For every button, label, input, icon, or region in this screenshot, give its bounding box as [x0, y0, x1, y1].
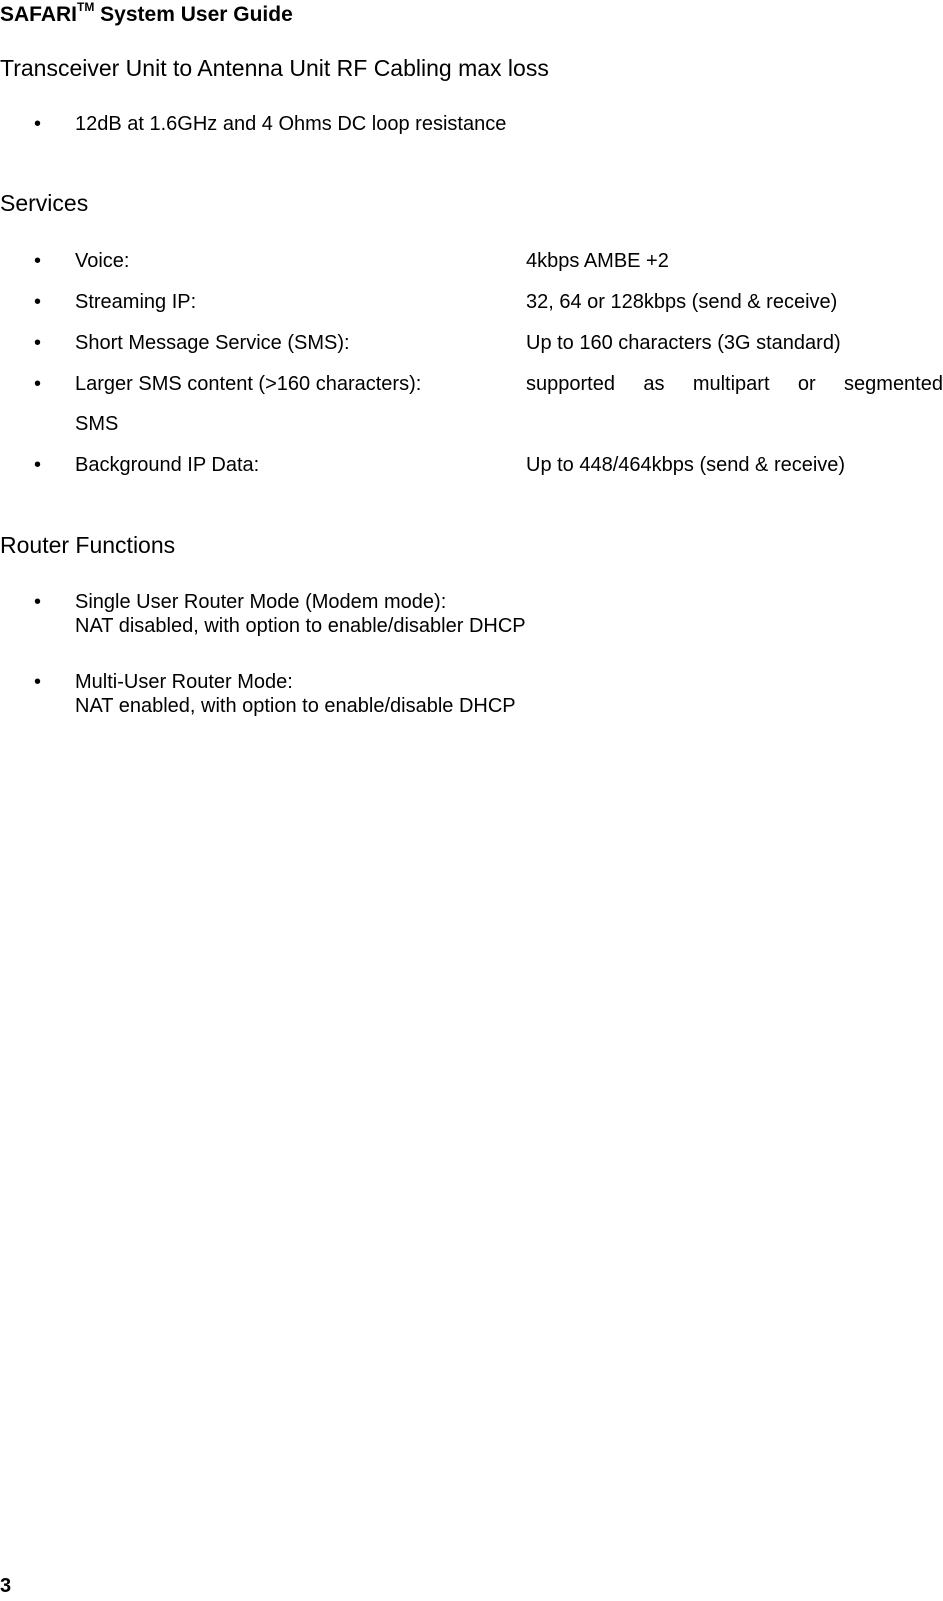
bullet-icon: • — [34, 113, 42, 135]
page-number: 3 — [0, 1575, 12, 1597]
value-word: as — [643, 373, 665, 395]
service-label-background-ip: Background IP Data: — [75, 454, 260, 476]
value-word: multipart — [692, 373, 770, 395]
router-heading: Router Functions — [0, 532, 176, 558]
cabling-heading: Transceiver Unit to Antenna Unit RF Cabling max loss — [0, 55, 549, 81]
service-label-streaming-ip: Streaming IP: — [75, 291, 197, 313]
service-label-sms: Short Message Service (SMS): — [75, 332, 350, 354]
title-brand: SAFARI — [0, 3, 78, 26]
router-item-single-user-detail: NAT disabled, with option to enable/disabler DHCP — [75, 615, 526, 637]
service-value-larger-sms-continuation: SMS — [75, 413, 119, 435]
bullet-icon: • — [34, 454, 42, 476]
cabling-item: 12dB at 1.6GHz and 4 Ohms DC loop resistance — [75, 113, 507, 135]
service-value-background-ip: Up to 448/464kbps (send & receive) — [526, 454, 846, 476]
bullet-icon: • — [34, 250, 42, 272]
service-value-larger-sms — [526, 372, 943, 396]
value-word: or — [797, 373, 816, 395]
service-label-larger-sms: Larger SMS content (>160 characters): — [75, 373, 422, 395]
service-label-voice: Voice: — [75, 250, 130, 272]
router-item-single-user-title: Single User Router Mode (Modem mode): — [75, 591, 447, 613]
service-value-sms: Up to 160 characters (3G standard) — [526, 332, 841, 354]
title-rest: System User Guide — [94, 3, 293, 26]
bullet-icon: • — [34, 332, 42, 354]
service-value-voice: 4kbps AMBE +2 — [526, 250, 669, 272]
bullet-icon: • — [34, 671, 42, 693]
document-title — [0, 2, 293, 28]
bullet-icon: • — [34, 291, 42, 313]
value-word: supported — [526, 373, 615, 395]
services-heading: Services — [0, 190, 89, 216]
trademark-mark: TM — [77, 0, 95, 14]
router-item-multi-user-title: Multi-User Router Mode: — [75, 671, 293, 693]
router-item-multi-user-detail: NAT enabled, with option to enable/disable DHCP — [75, 695, 516, 717]
service-value-streaming-ip: 32, 64 or 128kbps (send & receive) — [526, 291, 838, 313]
bullet-icon: • — [34, 591, 42, 613]
value-word: segmented — [844, 373, 943, 395]
bullet-icon: • — [34, 373, 42, 395]
